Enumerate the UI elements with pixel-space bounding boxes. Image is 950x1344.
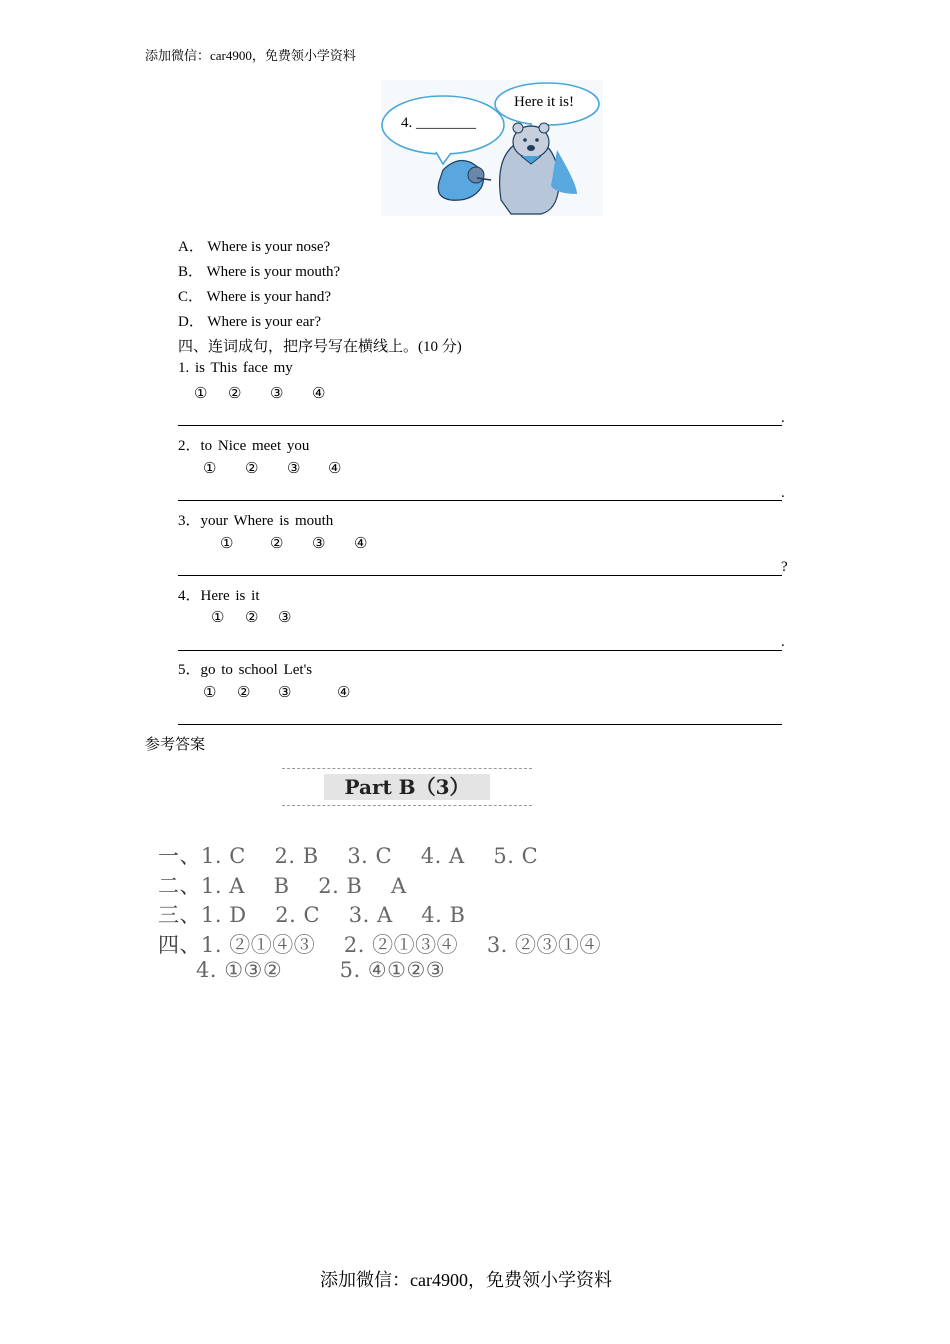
item-3-num-4: ④ (354, 536, 368, 552)
item-4-num-1: ① (211, 610, 225, 626)
item-1-num-4: ④ (312, 386, 326, 402)
item-2-end-punct: . (781, 485, 785, 501)
item-5-num-4: ④ (337, 685, 351, 701)
item-1-words: 1. is This face my (178, 360, 293, 376)
answer-row-4-label: 四、 (158, 933, 201, 957)
item-4-answer-line (178, 650, 782, 651)
item-3-answer-line (178, 575, 782, 576)
answer-row-5 (196, 958, 445, 982)
right-bubble-text: Here it is! (514, 94, 574, 110)
item-1-answer-line (178, 425, 782, 426)
answer-row-3-label: 三、 (158, 903, 201, 927)
answer-row-1-text: 1. C 2. B 3. C 4. A 5. C (201, 844, 539, 868)
item-4-end-punct: . (781, 634, 785, 650)
item-3-num-2: ② (270, 536, 284, 552)
item-3-num-1: ① (220, 536, 234, 552)
item-1-num-3: ③ (270, 386, 284, 402)
item-5-num-2: ② (237, 685, 251, 701)
item-3-words: 3．your Where is mouth (178, 513, 334, 529)
item-5-answer-line (178, 724, 782, 725)
section-4-title: 四、连词成句，把序号写在横线上。(10 分) (178, 339, 462, 355)
footer-watermark: 添加微信：car4900，免费领小学资料 (320, 1270, 612, 1290)
answer-row-2-label: 二、 (158, 874, 201, 898)
answer-row-4 (158, 929, 601, 959)
item-2-answer-line (178, 500, 782, 501)
option-c: C． Where is your hand? (178, 289, 332, 305)
item-1-end-punct: . (781, 410, 785, 426)
left-bubble-text: 4. ________ (401, 115, 476, 131)
item-2-num-2: ② (245, 461, 259, 477)
option-b: B． Where is your mouth? (178, 264, 341, 280)
option-d: D． Where is your ear? (178, 314, 321, 330)
part-heading (282, 768, 532, 806)
item-2-num-1: ① (203, 461, 217, 477)
item-3-end-punct: ? (781, 559, 788, 575)
header-watermark: 添加微信：car4900，免费领小学资料 (145, 48, 356, 63)
item-4-num-2: ② (245, 610, 259, 626)
item-2-num-3: ③ (287, 461, 301, 477)
item-2-num-4: ④ (328, 461, 342, 477)
answer-row-1 (158, 840, 538, 870)
option-a: A． Where is your nose? (178, 239, 331, 255)
answer-key-title: 参考答案 (145, 737, 206, 753)
dialogue-illustration (381, 80, 603, 216)
answer-row-3-text: 1. D 2. C 3. A 4. B (201, 903, 466, 927)
item-5-num-3: ③ (278, 685, 292, 701)
part-heading-bottom-rule (282, 805, 532, 806)
item-5-words: 5．go to school Let's (178, 662, 313, 678)
answer-row-4-text: 1. ②①④③ 2. ②①③④ 3. ②③①④ (201, 933, 602, 957)
answer-row-1-label: 一、 (158, 844, 201, 868)
part-heading-label: Part B（3） (324, 774, 490, 800)
item-3-num-3: ③ (312, 536, 326, 552)
answer-row-2 (158, 870, 407, 900)
item-2-words: 2．to Nice meet you (178, 438, 310, 454)
item-1-num-2: ② (228, 386, 242, 402)
item-5-num-1: ① (203, 685, 217, 701)
answer-row-3 (158, 899, 465, 929)
item-1-num-1: ① (194, 386, 208, 402)
item-4-words: 4．Here is it (178, 588, 260, 604)
item-4-num-3: ③ (278, 610, 292, 626)
answer-row-5-text: 4. ①③② 5. ④①②③ (196, 958, 446, 982)
answer-row-2-text: 1. A B 2. B A (201, 874, 407, 898)
part-heading-top-rule (282, 768, 532, 769)
